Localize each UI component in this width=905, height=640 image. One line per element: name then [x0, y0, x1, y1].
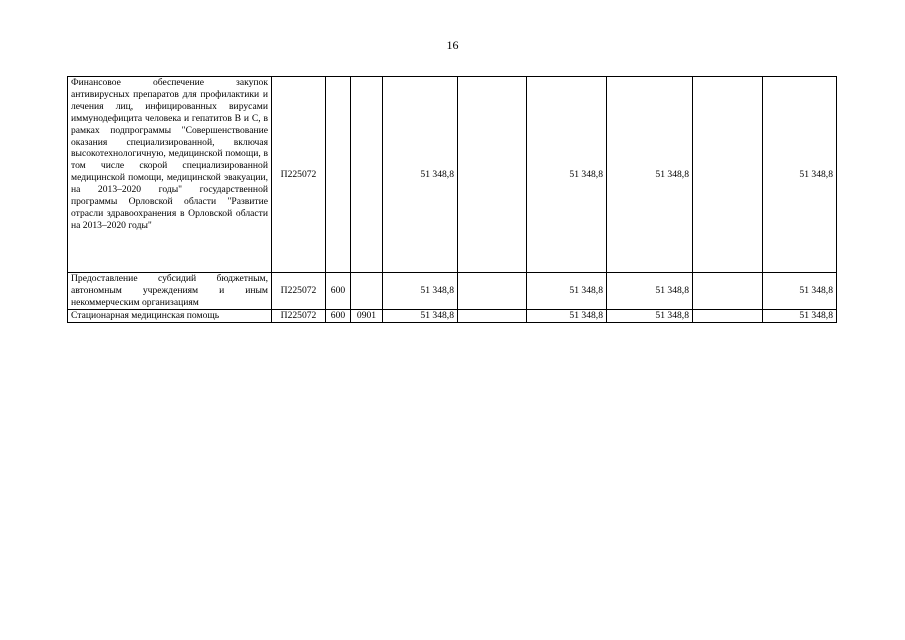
- row-name: Предоставление субсидий бюджетным, автономным учреждениям и иным некоммерческим организациям: [68, 273, 272, 310]
- value-cell-1: 51 348,8: [383, 273, 458, 310]
- value-cell-3: 51 348,8: [527, 77, 607, 273]
- expense-type-cell: 600: [326, 273, 351, 310]
- target-code-cell: П225072: [272, 309, 326, 322]
- value-cell-2: [458, 77, 527, 273]
- value-cell-5: [693, 273, 763, 310]
- value-cell-6: 51 348,8: [763, 309, 837, 322]
- row-name: Стационарная медицинская помощь: [68, 309, 272, 322]
- section-cell: [351, 273, 383, 310]
- value-cell-3: 51 348,8: [527, 273, 607, 310]
- expense-type-cell: 600: [326, 309, 351, 322]
- value-cell-5: [693, 309, 763, 322]
- target-code-cell: П225072: [272, 273, 326, 310]
- table-row: [68, 77, 837, 273]
- row-name: Финансовое обеспечение закупок антивирусных препаратов для профилактики и лечения лиц, инфицированных вирусами иммунодефицита человека и гепатитов В и С, в рамках подпрограммы "Совершенствование оказания специализированной, включая высокотехнологичную, медицинской помощи, в том числе скорой специализированной медицинской помощи, медицинской эвакуации, на 2013–2020 годы" государственной программы Орловской области "Развитие отрасли здравоохранения в Орловской области на 2013–2020 годы": [68, 77, 272, 273]
- table-row: [68, 273, 837, 310]
- budget-table: [67, 76, 837, 323]
- table-row: [68, 309, 837, 322]
- value-cell-5: [693, 77, 763, 273]
- value-cell-6: 51 348,8: [763, 77, 837, 273]
- value-cell-4: 51 348,8: [607, 77, 693, 273]
- value-cell-4: 51 348,8: [607, 309, 693, 322]
- value-cell-1: 51 348,8: [383, 77, 458, 273]
- value-cell-1: 51 348,8: [383, 309, 458, 322]
- value-cell-4: 51 348,8: [607, 273, 693, 310]
- value-cell-6: 51 348,8: [763, 273, 837, 310]
- value-cell-2: [458, 309, 527, 322]
- section-cell: [351, 77, 383, 273]
- page-number: 16: [446, 38, 459, 52]
- section-cell: 0901: [351, 309, 383, 322]
- target-code-cell: П225072: [272, 77, 326, 273]
- value-cell-3: 51 348,8: [527, 309, 607, 322]
- expense-type-cell: [326, 77, 351, 273]
- value-cell-2: [458, 273, 527, 310]
